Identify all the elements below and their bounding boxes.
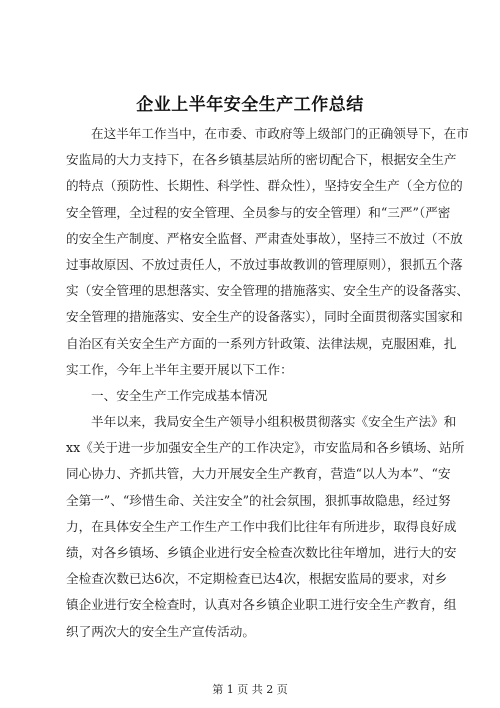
section-heading: 一、安全生产工作完成基本情况	[91, 387, 268, 403]
body-line: 全检查次数已达6次，不定期检查已达4次，根据安监局的要求，对乡	[66, 571, 448, 587]
body-line: 全第一”、“珍惜生命、关注安全”的社会氛围，狠抓事故隐患，经过努	[66, 492, 451, 508]
body-line: 同心协力、齐抓共管，大力开展安全生产教育，营造“以人为本”、“安	[66, 466, 451, 482]
body-line: 织了两次大的安全生产宣传活动。	[66, 623, 255, 639]
body-line: 安全管理，全过程的安全管理、全员参与的安全管理）和“三严”（严密	[66, 204, 451, 220]
body-line: 半年以来，我局安全生产领导小组积极贯彻落实《安全生产法》和	[91, 414, 457, 430]
body-line: 安监局的大力支持下，在各乡镇基层站所的密切配合下，根据安全生产	[66, 152, 457, 168]
document-body	[66, 121, 469, 645]
document-title: 企业上半年安全生产工作总结	[136, 95, 364, 115]
page-number-footer: 第 1 页 共 2 页	[212, 683, 288, 696]
body-line: 镇企业进行安全检查时，认真对各乡镇企业职工进行安全生产教育，组	[66, 597, 457, 613]
body-line: xx《关于进一步加强安全生产的工作决定》，市安监局和各乡镇场、站所	[66, 440, 465, 456]
body-line: 在这半年工作当中，在市委、市政府等上级部门的正确领导下，在市	[91, 126, 469, 141]
body-line: 绩，对各乡镇场、乡镇企业进行安全检查次数比往年增加，进行大的安	[66, 545, 457, 560]
body-line: 的安全生产制度、严格安全监督、严肃查处事故），坚持三不放过（不放	[66, 230, 463, 246]
body-line: 实（安全管理的思想落实、安全管理的措施落实、安全生产的设备落实、	[66, 283, 469, 299]
body-line: 自治区有关安全生产方面的一系列方针政策、法律法规，克服困难，扎	[66, 335, 457, 351]
body-line: 安全管理的措施落实、安全生产的设备落实），同时全面贯彻落实国家和	[66, 309, 463, 325]
body-line: 过事故原因、不放过责任人，不放过事故教训的管理原则），狠抓五个落	[66, 256, 463, 272]
body-line: 力，在具体安全生产工作生产工作中我们比往年有所进步，取得良好成	[66, 518, 457, 534]
body-line: 实工作，今年上半年主要开展以下工作：	[66, 361, 293, 377]
body-line: 的特点（预防性、长期性、科学性、群众性），坚持安全生产（全方位的	[66, 178, 463, 194]
